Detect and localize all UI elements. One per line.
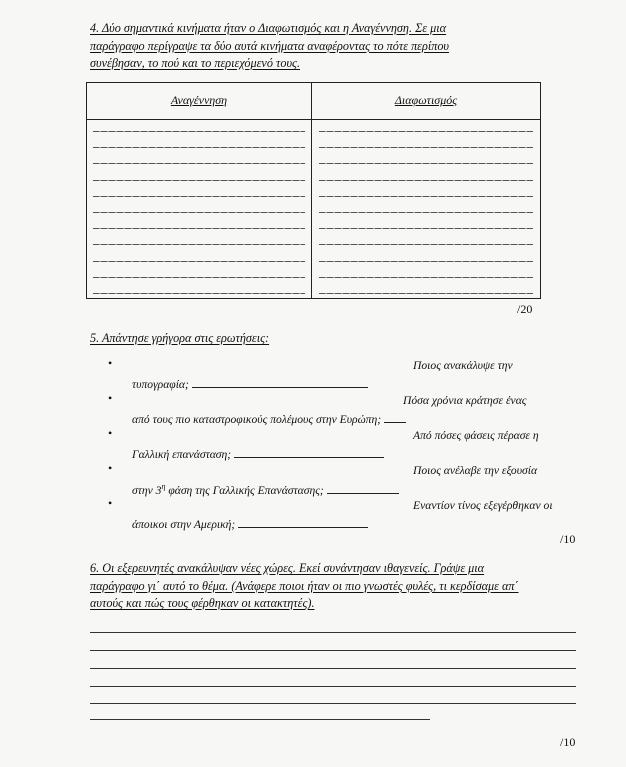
question-5-score: /10 [560, 532, 576, 546]
essay-line[interactable] [90, 668, 576, 669]
writing-line[interactable] [93, 228, 305, 229]
writing-line[interactable] [93, 277, 305, 278]
question-6-title-line: αυτούς και πώς τους φέρθηκαν οι κατακτητές). [90, 596, 315, 610]
question-text: Ποιος ανέλαβε την εξουσία [413, 464, 538, 477]
question-4-title [90, 20, 560, 73]
column-header-enlightenment: Διαφωτισμός [394, 93, 458, 107]
question-text-part: τυπογραφία; [132, 378, 189, 391]
superscript: η [161, 482, 166, 491]
writing-line[interactable] [319, 163, 533, 164]
question-text-part: άποικοι στην Αμερική; [132, 518, 236, 531]
writing-line[interactable] [319, 147, 533, 148]
question-4-title-line: παράγραφο περίγραψε τα δύο αυτά κινήματα αναφέροντας το πότε περίπου [90, 38, 450, 53]
question-6-title-line: 6. Οι εξερευνητές ανακάλυψαν νέες χώρες. Εκεί συνάντησαν ιθαγενείς. Γράψε μια [90, 561, 485, 575]
question-6-title-line: παράγραφο γι΄ αυτό το θέμα. (Ανάφερε ποιοι ήταν οι πιο γνωστές φυλές, τι κερδίσαμε απ΄ [90, 578, 519, 593]
question-text [132, 412, 406, 426]
header-separator [87, 119, 540, 120]
writing-line[interactable] [93, 180, 305, 181]
writing-line[interactable] [93, 293, 305, 294]
answer-blank[interactable] [384, 412, 406, 423]
column-header-renaissance: Αναγέννηση [170, 93, 228, 107]
question-text-part: από τους πιο καταστροφικούς πολέμους στην Ευρώπη; [132, 413, 382, 426]
question-text [132, 447, 384, 461]
writing-line[interactable] [93, 147, 305, 148]
writing-line[interactable] [319, 293, 533, 294]
answer-blank[interactable] [327, 483, 399, 494]
question-text: Πόσα χρόνια κράτησε ένας [403, 394, 527, 407]
writing-line[interactable] [319, 196, 533, 197]
answer-blank[interactable] [234, 447, 384, 458]
question-text [132, 482, 399, 497]
essay-line[interactable] [90, 650, 576, 651]
question-4-score: /20 [517, 302, 533, 316]
question-text: Εναντίον τίνος εξεγέρθηκαν οι [413, 499, 553, 512]
writing-line[interactable] [319, 244, 533, 245]
question-4-title-line: συνέβησαν, το πού και το περιεχόμενό τους. [90, 56, 301, 70]
question-text-part: Γαλλική επανάσταση; [132, 448, 232, 461]
writing-line[interactable] [319, 277, 533, 278]
answer-blank[interactable] [192, 377, 368, 388]
writing-line[interactable] [93, 244, 305, 245]
essay-line[interactable] [90, 686, 576, 687]
writing-line[interactable] [93, 261, 305, 262]
column-divider [311, 83, 312, 298]
question-4-title-line: 4. Δύο σημαντικά κινήματα ήταν ο Διαφωτισμός και η Αναγέννηση. Σε μια [90, 21, 447, 35]
answer-table [86, 82, 541, 299]
essay-line[interactable] [90, 703, 576, 704]
question-text [132, 377, 368, 391]
question-6-score: /10 [560, 735, 576, 749]
question-text: Από πόσες φάσεις πέρασε η [413, 429, 539, 442]
essay-line[interactable] [90, 719, 430, 720]
writing-line[interactable] [319, 131, 533, 132]
question-text [132, 517, 368, 531]
bullet: • [108, 356, 113, 370]
writing-line[interactable] [319, 228, 533, 229]
writing-line[interactable] [93, 163, 305, 164]
writing-line[interactable] [319, 180, 533, 181]
question-6-title [90, 560, 580, 613]
writing-line[interactable] [93, 212, 305, 213]
bullet: • [108, 391, 113, 405]
bullet: • [108, 461, 113, 475]
bullet: • [108, 496, 113, 510]
question-text-part: φάση της Γαλλικής Επανάστασης; [165, 483, 324, 497]
answer-blank[interactable] [238, 517, 368, 528]
bullet: • [108, 426, 113, 440]
question-5-title: 5. Απάντησε γρήγορα στις ερωτήσεις: [90, 331, 270, 345]
question-text-part: στην 3 [132, 483, 162, 497]
writing-line[interactable] [93, 196, 305, 197]
writing-line[interactable] [93, 131, 305, 132]
essay-line[interactable] [90, 632, 576, 633]
question-text: Ποιος ανακάλυψε την [413, 359, 513, 372]
writing-line[interactable] [319, 261, 533, 262]
writing-line[interactable] [319, 212, 533, 213]
